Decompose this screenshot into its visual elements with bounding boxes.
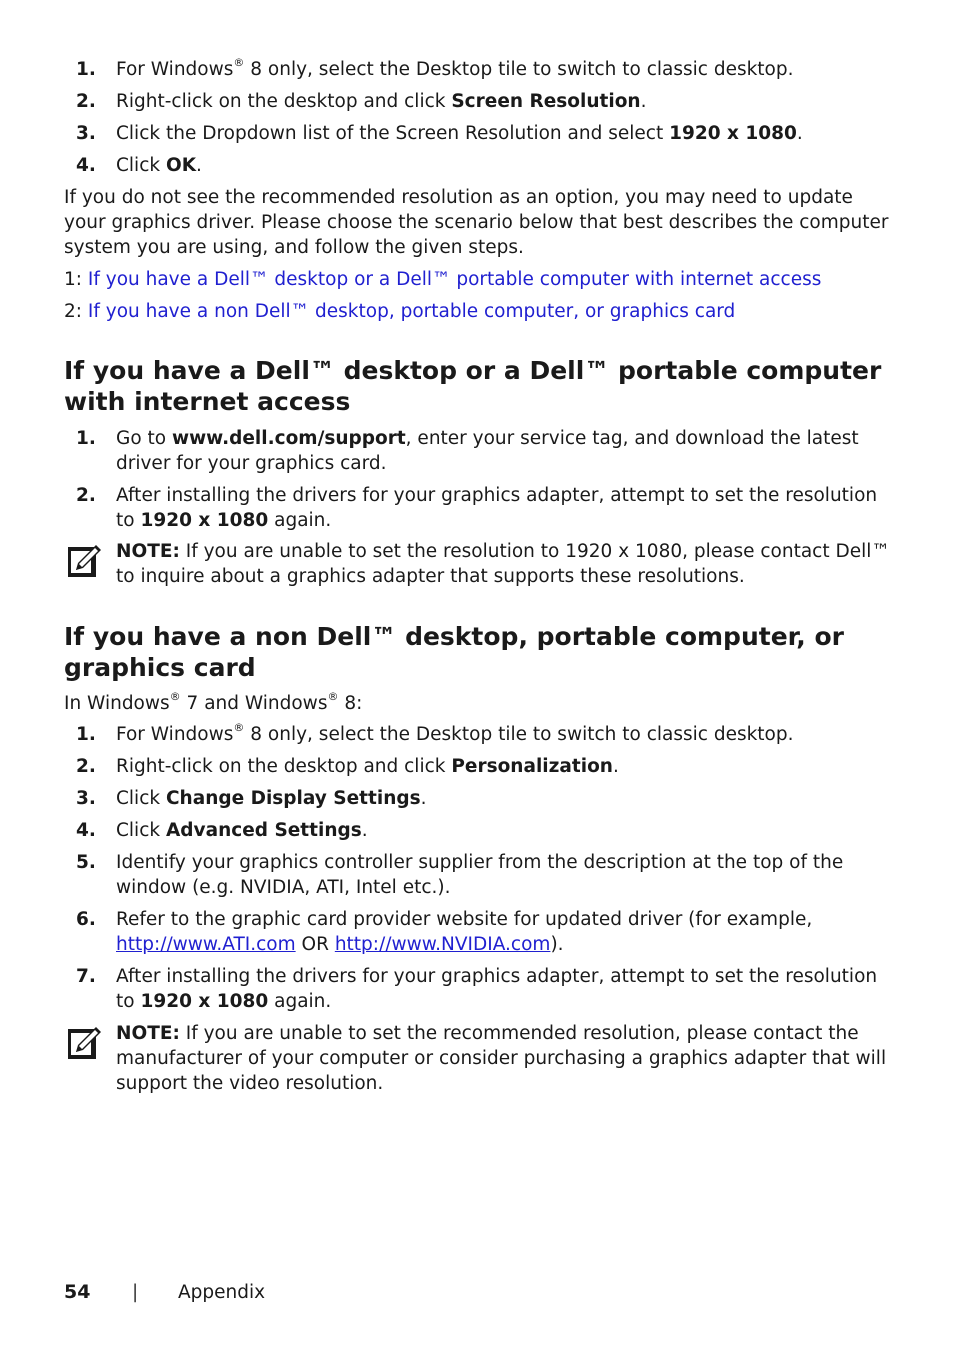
list-number: 5. <box>76 852 96 873</box>
note-box <box>64 539 894 589</box>
note-text: NOTE: If you are unable to set the recommended resolution, please contact the manufacturer of your computer or consider purchasing a graphics adapter that will support the video resolution. <box>116 1023 887 1094</box>
note-pencil-icon <box>68 543 102 577</box>
footer-section-title: Appendix <box>178 1282 266 1303</box>
list-number: 1. <box>76 59 96 80</box>
intro-steps-list <box>64 57 894 178</box>
page-number: 54 <box>64 1281 91 1303</box>
nvidia-link[interactable]: http://www.NVIDIA.com <box>334 934 551 955</box>
list-item: 2. Right-click on the desktop and click Personalization. <box>76 756 619 777</box>
note-pencil-icon <box>68 1025 102 1059</box>
scenario-link-2: 2: If you have a non Dell™ desktop, portable computer, or graphics card <box>64 301 736 322</box>
list-number: 3. <box>76 788 96 809</box>
page-footer <box>64 1280 266 1305</box>
section2-intro: In Windows® 7 and Windows® 8: <box>64 689 363 714</box>
list-item: 1. For Windows® 8 only, select the Desktop tile to switch to classic desktop. <box>76 720 794 745</box>
list-number: 2. <box>76 485 96 506</box>
note-box <box>64 1021 894 1096</box>
list-item: 2. Right-click on the desktop and click Screen Resolution. <box>76 91 647 112</box>
list-number: 4. <box>76 820 96 841</box>
list-item: 7. After installing the drivers for your graphics adapter, attempt to set the resolution to 1920 x 1080 again. <box>76 966 878 1012</box>
scenario-link-1: 1: If you have a Dell™ desktop or a Dell™ portable computer with internet access <box>64 269 822 290</box>
list-number: 2. <box>76 91 96 112</box>
list-number: 4. <box>76 155 96 176</box>
list-item: 4. Click Advanced Settings. <box>76 820 368 841</box>
scenario-link[interactable]: If you have a non Dell™ desktop, portable computer, or graphics card <box>87 301 736 322</box>
list-number: 1. <box>76 428 96 449</box>
section-heading-dell: If you have a Dell™ desktop or a Dell™ portable computer with internet access <box>64 356 882 416</box>
list-number: 3. <box>76 123 96 144</box>
list-item: 4. Click OK. <box>76 155 202 176</box>
list-item: 2. After installing the drivers for your graphics adapter, attempt to set the resolution to 1920 x 1080 again. <box>76 485 878 531</box>
footer-separator: | <box>132 1282 139 1303</box>
intro-paragraph: If you do not see the recommended resolution as an option, you may need to update your graphics driver. Please choose the scenario below that best describes the computer system you are using, and follow the given steps. <box>64 187 889 258</box>
list-item: 3. Click Change Display Settings. <box>76 788 427 809</box>
list-number: 1. <box>76 724 96 745</box>
section2-steps-list <box>64 722 894 1014</box>
scenario-link[interactable]: If you have a Dell™ desktop or a Dell™ portable computer with internet access <box>87 269 822 290</box>
list-item: 3. Click the Dropdown list of the Screen Resolution and select 1920 x 1080. <box>76 123 803 144</box>
section-heading-non-dell: If you have a non Dell™ desktop, portable computer, or graphics card <box>64 622 845 682</box>
list-number: 2. <box>76 756 96 777</box>
list-item: 5. Identify your graphics controller supplier from the description at the top of the window (e.g. NVIDIA, ATI, Intel etc.). <box>76 852 844 898</box>
list-number: 6. <box>76 909 96 930</box>
ati-link[interactable]: http://www.ATI.com <box>116 934 296 955</box>
list-item: 1. For Windows® 8 only, select the Desktop tile to switch to classic desktop. <box>76 55 794 80</box>
list-item: 1. Go to www.dell.com/support, enter your service tag, and download the latest driver for your graphics card. <box>76 428 859 474</box>
section1-steps-list <box>64 426 894 533</box>
list-item: 6. Refer to the graphic card provider website for updated driver (for example, http://www.ATI.com OR http://www.NVIDIA.com). <box>76 909 813 955</box>
note-text: NOTE: If you are unable to set the resolution to 1920 x 1080, please contact Dell™ to inquire about a graphics adapter that supports these resolutions. <box>116 541 890 587</box>
list-number: 7. <box>76 966 96 987</box>
